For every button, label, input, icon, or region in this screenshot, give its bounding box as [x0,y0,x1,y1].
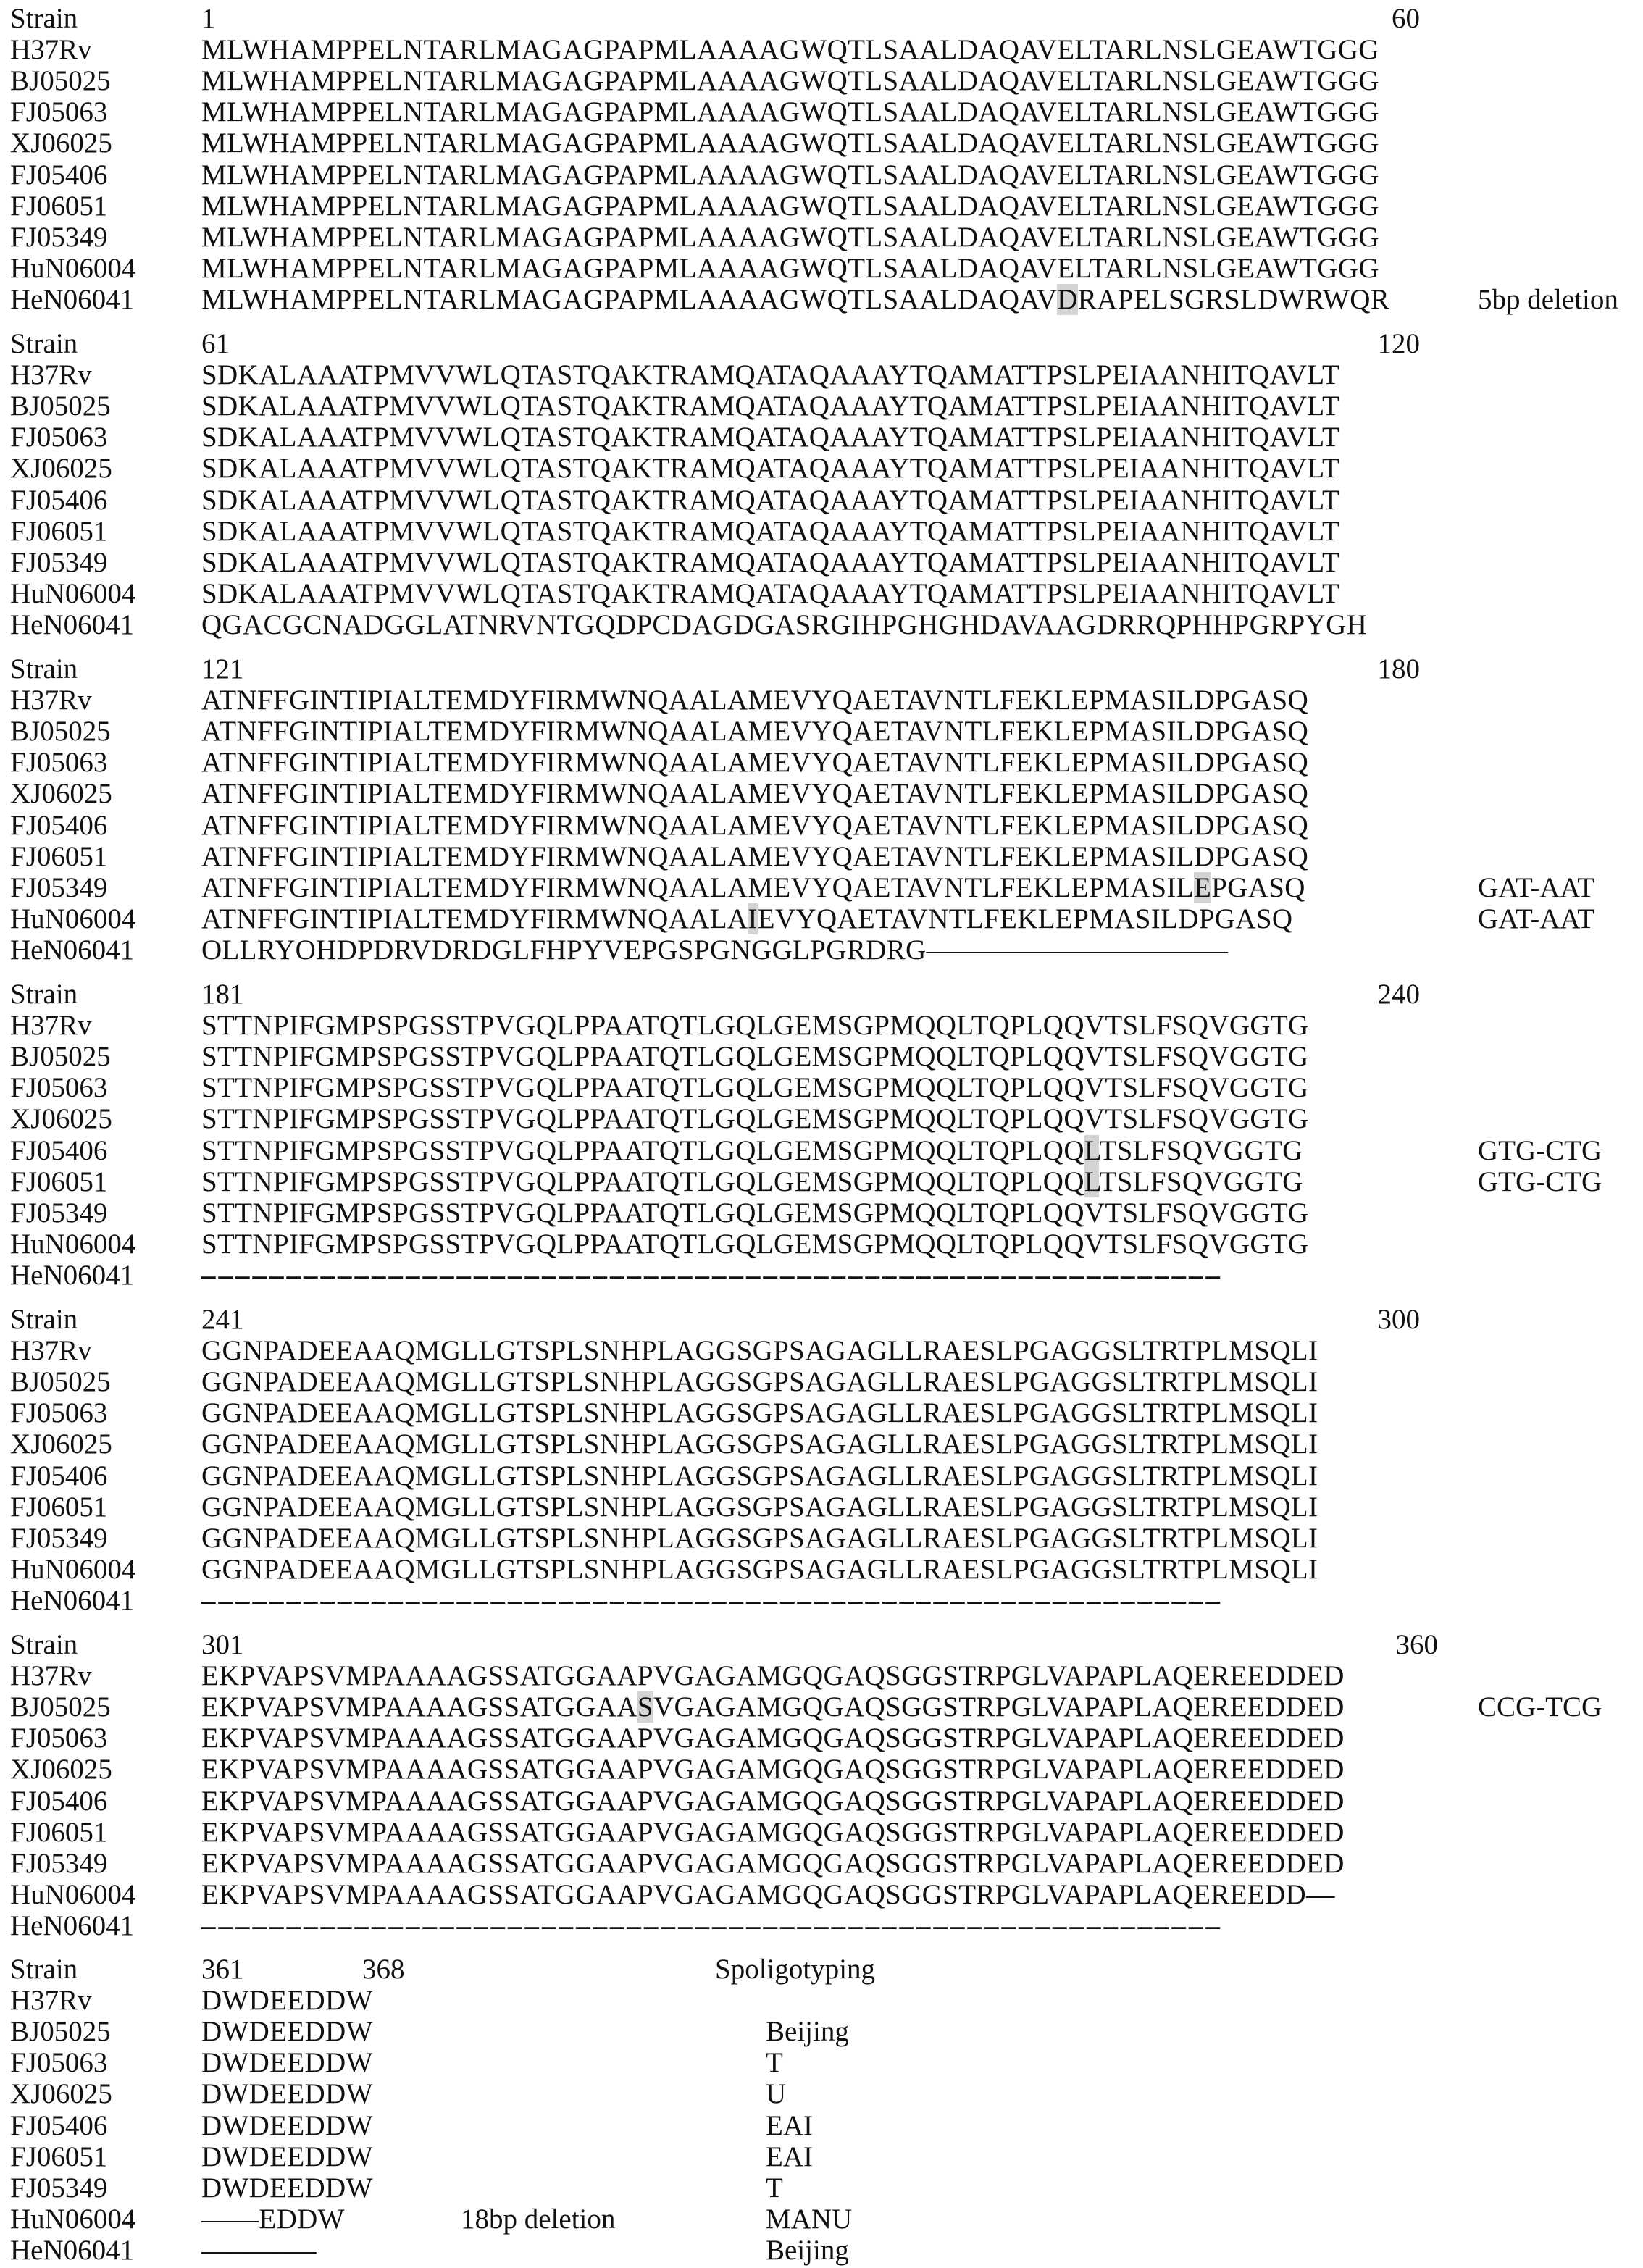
sequence [201,748,1308,777]
sequence-segment: MLWHAMPPELNTARLMAGAGPAPMLAAAAGWQTLSAALDAQAV [201,283,1058,315]
sequence: DWDEEDDW [201,2078,373,2110]
position-end: 240 [1377,979,1420,1010]
final-row [0,2236,1643,2268]
sequence [201,811,1308,840]
strain-name: XJ06025 [10,1428,112,1460]
sequence-segment: STTNPIFGMPSPGSSTPVGQLPPAATQTLGQLGEMSGPMQQLTQPLQQVTSLFSQVGGTG [201,1197,1309,1229]
sequence [201,1586,1223,1615]
strain-name: BJ05025 [10,1366,111,1398]
position-end: 360 [1395,1629,1438,1660]
alignment-row [0,579,1643,611]
alignment-row [0,1586,1643,1618]
alignment-row [0,717,1643,749]
sequence-segment: SDKALAAATPMVVWLQTASTQAKTRAMQATAQAAAYTQAMATTPSLPEIAANHITQAVLT [201,453,1340,485]
sequence-segment: EVYQAETAVNTLFEKLEPMASILDPGASQ [757,903,1293,934]
strain-name: FJ05349 [10,1847,108,1879]
strain-name: HeN06041 [10,283,135,315]
strain-header-label: Strain [10,1629,78,1660]
sequence [201,98,1379,126]
sequence-segment: –––––––––––––––––––––––––––––––––––––––––––––––––––––––––––– [201,1909,1223,1941]
sequence [201,361,1339,389]
strain-name: FJ05406 [10,1134,108,1166]
sequence-segment: STTNPIFGMPSPGSSTPVGQLPPAATQTLGQLGEMSGPMQQLTQPLQQ [201,1134,1084,1166]
position-start: 1 [201,3,216,34]
final-row [0,2205,1643,2237]
sequence [201,608,1368,640]
sequence [201,1010,1309,1042]
mutation-note: GTG-CTG [1478,1134,1602,1166]
alignment-row [0,1755,1643,1787]
final-row [0,2143,1643,2175]
spoligotype-family: EAI [766,2109,813,2141]
alignment-row [0,779,1643,811]
sequence [201,453,1340,485]
strain-name: FJ05406 [10,809,108,841]
strain-name: BJ05025 [10,1041,111,1073]
alignment-row [0,1105,1643,1137]
sequence-segment: STTNPIFGMPSPGSSTPVGQLPPAATQTLGQLGEMSGPMQQLTQPLQQ [201,1166,1084,1197]
alignment-row [0,1368,1643,1399]
strain-name: HuN06004 [10,252,136,284]
strain-name: FJ05063 [10,1397,108,1429]
strain-name: FJ06051 [10,515,108,547]
position-start: 181 [201,979,244,1010]
strain-name: FJ06051 [10,1491,108,1523]
strain-name: H37Rv [10,1985,92,2017]
alignment-row [0,454,1643,486]
strain-name: HuN06004 [10,577,136,609]
position-end: 368 [362,1954,405,1985]
sequence-segment: GGNPADEEAAQMGLLGTSPLSNHPLAGGSGPSAGAGLLRAESLPGAGGSLTRTPLMSQLI [201,1522,1318,1554]
alignment-row [0,871,1643,905]
strain-name: FJ05406 [10,1785,108,1817]
sequence: –––––––– [201,2234,317,2266]
sequence [201,1524,1318,1552]
alignment-row [0,811,1643,843]
alignment-row [0,1524,1643,1556]
sequence-segment: SDKALAAATPMVVWLQTASTQAKTRAMQATAQAAAYTQAMATTPSLPEIAANHITQAVLT [201,422,1340,453]
strain-name: FJ05406 [10,2109,108,2141]
mutation-residue: I [748,903,758,934]
sequence [201,1336,1318,1365]
sequence-segment: MLWHAMPPELNTARLMAGAGPAPMLAAAAGWQTLSAALDAQAVELTARLNSLGEAWTGGG [201,159,1379,191]
strain-name: HuN06004 [10,903,136,934]
sequence [201,285,1389,314]
sequence-segment: MLWHAMPPELNTARLMAGAGPAPMLAAAAGWQTLSAALDAQAVELTARLNSLGEAWTGGG [201,221,1379,253]
sequence: DWDEEDDW [201,1985,373,2017]
spoligotyping-header: Spoligotyping [715,1954,876,1985]
sequence [201,716,1309,748]
strain-name: H37Rv [10,1010,92,1042]
alignment-row [0,1724,1643,1756]
strain-name: FJ06051 [10,1816,108,1848]
alignment-row [0,1493,1643,1525]
sequence [201,936,1228,964]
alignment-row [0,1880,1643,1912]
alignment-row [0,1909,1643,1943]
alignment-row [0,1787,1643,1819]
alignment-row [0,35,1643,67]
alignment-row [0,748,1643,780]
sequence [201,1555,1318,1583]
sequence [201,686,1308,714]
strain-name: FJ05063 [10,422,108,453]
sequence-segment: STTNPIFGMPSPGSSTPVGQLPPAATQTLGQLGEMSGPMQQLTQPLQQVTSLFSQVGGTG [201,1010,1309,1042]
position-start: 61 [201,328,230,359]
final-row [0,2080,1643,2112]
strain-name: HeN06041 [10,1259,135,1291]
sequence-segment: MLWHAMPPELNTARLMAGAGPAPMLAAAAGWQTLSAALDAQAVELTARLNSLGEAWTGGG [201,96,1379,128]
sequence [201,1261,1223,1289]
sequence: DWDEEDDW [201,2109,373,2141]
strain-name: BJ05025 [10,65,111,97]
sequence-segment: GGNPADEEAAQMGLLGTSPLSNHPLAGGSGPSAGAGLLRAESLPGAGGSLTRTPLMSQLI [201,1366,1318,1398]
sequence [201,1134,1303,1166]
strain-header-label: Strain [10,3,78,34]
sequence [201,192,1379,220]
alignment-row [0,686,1643,718]
mutation-residue: L [1084,1134,1100,1166]
alignment-row [0,161,1643,193]
mutation-note: 5bp deletion [1478,283,1618,315]
spoligotype-family: T [766,2047,783,2079]
sequence-segment: MLWHAMPPELNTARLMAGAGPAPMLAAAAGWQTLSAALDAQAVELTARLNSLGEAWTGGG [201,127,1379,159]
alignment-row [0,223,1643,255]
strain-name: XJ06025 [10,778,112,810]
strain-name: FJ05063 [10,1723,108,1754]
alignment-row [0,98,1643,130]
strain-name: HuN06004 [10,1228,136,1260]
alignment-row [0,1074,1643,1105]
strain-name: FJ05406 [10,1460,108,1491]
sequence-segment: –––––––––––––––––––––––––––––––––––––––––––––––––––––––––––– [201,1259,1223,1291]
sequence [201,1430,1318,1458]
sequence: DWDEEDDW [201,2047,373,2079]
sequence [201,1168,1303,1196]
alignment-row [0,361,1643,393]
sequence [201,1724,1345,1752]
strain-name: FJ06051 [10,2141,108,2172]
sequence [201,1849,1345,1878]
sequence [201,842,1308,871]
sequence-segment: SDKALAAATPMVVWLQTASTQAKTRAMQATAQAAAYTQAMATTPSLPEIAANHITQAVLT [201,390,1340,422]
sequence-segment: SDKALAAATPMVVWLQTASTQAKTRAMQATAQAAAYTQAMATTPSLPEIAANHITQAVLT [201,577,1340,609]
sequence [201,392,1339,420]
final-row [0,2017,1643,2049]
strain-name: H37Rv [10,685,92,716]
sequence-segment: EKPVAPSVMPAAAAGSSATGGAAPVGAGAMGQGAQSGGSTRPGLVAPAPLAQEREEDDED [201,1660,1345,1692]
sequence [201,161,1379,189]
sequence-segment: ATNFFGINTIPIALTEMDYFIRMWNQAALAMEVYQAETAVNTLFEKLEPMASILDPGASQ [201,809,1309,841]
strain-name: HeN06041 [10,2234,135,2266]
strain-name: FJ05063 [10,96,108,128]
sequence [201,1230,1309,1258]
sequence-segment: SDKALAAATPMVVWLQTASTQAKTRAMQATAQAAAYTQAMATTPSLPEIAANHITQAVLT [201,359,1340,391]
alignment-row [0,392,1643,424]
strain-name: BJ05025 [10,716,111,748]
sequence-segment: ATNFFGINTIPIALTEMDYFIRMWNQAALAMEVYQAETAVNTLFEKLEPMASILDPGASQ [201,840,1309,872]
position-end: 300 [1377,1304,1420,1335]
sequence [201,35,1379,64]
sequence-segment: SDKALAAATPMVVWLQTASTQAKTRAMQATAQAAAYTQAMATTPSLPEIAANHITQAVLT [201,515,1340,547]
position-end: 120 [1377,328,1420,359]
sequence [201,1818,1345,1846]
alignment-row [0,486,1643,518]
sequence [201,1105,1309,1133]
position-start: 301 [201,1629,244,1660]
strain-header-label: Strain [10,1954,78,1985]
sequence [201,423,1339,451]
sequence-segment: TSLFSQVGGTG [1099,1166,1303,1197]
position-end: 180 [1377,653,1420,685]
spoligotype-family: T [766,2172,783,2204]
alignment-row [0,1462,1643,1494]
strain-name: FJ05349 [10,871,108,903]
sequence [201,1693,1345,1721]
strain-name: H37Rv [10,34,92,66]
mutation-note: GAT-AAT [1478,903,1595,934]
position-start: 361 [201,1954,244,1985]
sequence-segment: EKPVAPSVMPAAAAGSSATGGAAPVGAGAMGQGAQSGGSTRPGLVAPAPLAQEREEDD–– [201,1878,1335,1910]
sequence-segment: STTNPIFGMPSPGSSTPVGQLPPAATQTLGQLGEMSGPMQQLTQPLQQVTSLFSQVGGTG [201,1103,1309,1135]
sequence: DWDEEDDW [201,2172,373,2204]
alignment-row [0,285,1643,317]
sequence-segment: MLWHAMPPELNTARLMAGAGPAPMLAAAAGWQTLSAALDAQAVELTARLNSLGEAWTGGG [201,65,1379,97]
strain-name: XJ06025 [10,453,112,485]
strain-name: FJ05349 [10,2172,108,2204]
final-block-header [0,1955,1643,1987]
alignment-row [0,1168,1643,1200]
sequence [201,1493,1318,1521]
sequence-segment: TSLFSQVGGTG [1099,1134,1303,1166]
sequence-segment: GGNPADEEAAQMGLLGTSPLSNHPLAGGSGPSAGAGLLRAESLPGAGGSLTRTPLMSQLI [201,1335,1318,1367]
final-row [0,1986,1643,2018]
alignment-row [0,1693,1643,1725]
strain-name: H37Rv [10,359,92,391]
sequence-segment: STTNPIFGMPSPGSSTPVGQLPPAATQTLGQLGEMSGPMQQLTQPLQQVTSLFSQVGGTG [201,1041,1309,1073]
spoligotype-family: Beijing [766,2016,849,2048]
final-row [0,2049,1643,2080]
sequence-segment: VGAGAMGQGAQSGGSTRPGLVAPAPLAQEREEDDED [653,1691,1345,1723]
strain-name: HeN06041 [10,1909,135,1941]
mutation-note: GTG-CTG [1478,1166,1602,1197]
strain-header-label: Strain [10,979,78,1010]
sequence-segment: EKPVAPSVMPAAAAGSSATGGAAPVGAGAMGQGAQSGGSTRPGLVAPAPLAQEREEDDED [201,1847,1345,1879]
alignment-row [0,1818,1643,1850]
sequence-segment: SDKALAAATPMVVWLQTASTQAKTRAMQATAQAAAYTQAMATTPSLPEIAANHITQAVLT [201,546,1340,578]
alignment-row [0,608,1643,643]
alignment-row [0,1336,1643,1368]
alignment-row [0,192,1643,224]
alignment-row [0,1042,1643,1074]
strain-name: BJ05025 [10,1691,111,1723]
sequence-segment: RAPELSGRSLDWRWQR [1077,283,1390,315]
sequence-segment: OLLRYOHDPDRVDRDGLFHPYVEPGSPGNGGLPGRDRG––––––––––––––––––––– [201,934,1229,966]
mutation-residue: E [1193,871,1212,903]
strain-name: FJ05349 [10,221,108,253]
block-header [0,330,1643,361]
alignment-row [0,517,1643,549]
alignment-row [0,129,1643,161]
alignment-row [0,936,1643,968]
sequence-segment: ATNFFGINTIPIALTEMDYFIRMWNQAALAMEVYQAETAVNTLFEKLEPMASILDPGASQ [201,685,1309,716]
sequence [201,1462,1318,1490]
block-header [0,1631,1643,1662]
strain-name: FJ05349 [10,1522,108,1554]
sequence-segment: PGASQ [1211,871,1305,903]
sequence-segment: MLWHAMPPELNTARLMAGAGPAPMLAAAAGWQTLSAALDAQAVELTARLNSLGEAWTGGG [201,252,1379,284]
strain-name: HuN06004 [10,1553,136,1585]
strain-header-label: Strain [10,1304,78,1335]
sequence-segment: STTNPIFGMPSPGSSTPVGQLPPAATQTLGQLGEMSGPMQQLTQPLQQVTSLFSQVGGTG [201,1228,1309,1260]
strain-name: FJ05063 [10,1072,108,1104]
strain-name: FJ06051 [10,840,108,872]
position-end: 60 [1392,3,1420,34]
sequence [201,1754,1345,1786]
alignment-row [0,1011,1643,1043]
strain-name: H37Rv [10,1660,92,1692]
block-header [0,4,1643,36]
sequence-segment: EKPVAPSVMPAAAAGSSATGGAAPVGAGAMGQGAQSGGSTRPGLVAPAPLAQEREEDDED [201,1785,1345,1817]
strain-name: FJ05406 [10,159,108,191]
strain-name: FJ06051 [10,1166,108,1197]
sequence [201,905,1292,933]
sequence-segment: ATNFFGINTIPIALTEMDYFIRMWNQAALA [201,903,748,934]
strain-name: FJ06051 [10,190,108,222]
sequence [201,1662,1345,1690]
sequence-segment: EKPVAPSVMPAAAAGSSATGGAAPVGAGAMGQGAQSGGSTRPGLVAPAPLAQEREEDDED [201,1754,1345,1786]
sequence [201,223,1379,251]
sequence-segment: EKPVAPSVMPAAAAGSSATGGAAPVGAGAMGQGAQSGGSTRPGLVAPAPLAQEREEDDED [201,1723,1345,1754]
sequence: DWDEEDDW [201,2141,373,2172]
mutation-residue: S [637,1691,653,1723]
alignment-row [0,905,1643,937]
sequence-segment: –––––––––––––––––––––––––––––––––––––––––––––––––––––––––––– [201,1584,1223,1616]
alignment-row [0,1555,1643,1587]
strain-name: XJ06025 [10,127,112,159]
sequence [201,1399,1318,1427]
strain-name: FJ05349 [10,546,108,578]
deletion-note: 18bp deletion [461,2203,616,2235]
sequence [201,517,1339,545]
alignment-row [0,1662,1643,1694]
mutation-note: GAT-AAT [1478,871,1595,903]
sequence [201,129,1379,157]
final-row [0,2109,1643,2143]
mutation-residue: D [1057,283,1078,315]
alignment-row [0,1430,1643,1462]
strain-name: H37Rv [10,1335,92,1367]
alignment-row [0,254,1643,286]
sequence [201,548,1339,577]
alignment-row [0,1261,1643,1293]
sequence-segment: MLWHAMPPELNTARLMAGAGPAPMLAAAAGWQTLSAALDAQAVELTARLNSLGEAWTGGG [201,190,1379,222]
mutation-residue: L [1084,1166,1100,1197]
sequence [201,1880,1335,1909]
strain-name: XJ06025 [10,2078,112,2110]
alignment-row [0,423,1643,455]
position-start: 241 [201,1304,244,1335]
strain-name: FJ05406 [10,484,108,516]
spoligotype-family: Beijing [766,2234,849,2266]
strain-name: HuN06004 [10,2203,136,2235]
strain-name: HeN06041 [10,934,135,966]
strain-name: XJ06025 [10,1754,112,1786]
sequence [201,579,1339,608]
alignment-row [0,842,1643,874]
alignment-row [0,548,1643,580]
sequence-segment: SDKALAAATPMVVWLQTASTQAKTRAMQATAQAAAYTQAMATTPSLPEIAANHITQAVLT [201,484,1340,516]
mutation-note: CCG-TCG [1478,1691,1602,1723]
block-header [0,655,1643,687]
sequence [201,1787,1345,1815]
sequence [201,1042,1309,1071]
sequence: DWDEEDDW [201,2016,373,2048]
sequence-segment: GGNPADEEAAQMGLLGTSPLSNHPLAGGSGPSAGAGLLRAESLPGAGGSLTRTPLMSQLI [201,1428,1318,1460]
strain-name: FJ05063 [10,747,108,779]
sequence [201,1909,1223,1941]
strain-name: BJ05025 [10,2016,111,2048]
sequence [201,1199,1309,1227]
sequence [201,871,1305,903]
final-row [0,2174,1643,2206]
sequence-segment: ATNFFGINTIPIALTEMDYFIRMWNQAALAMEVYQAETAVNTLFEKLEPMASILDPGASQ [201,716,1309,748]
sequence-segment: GGNPADEEAAQMGLLGTSPLSNHPLAGGSGPSAGAGLLRAESLPGAGGSLTRTPLMSQLI [201,1553,1318,1585]
sequence-segment: GGNPADEEAAQMGLLGTSPLSNHPLAGGSGPSAGAGLLRAESLPGAGGSLTRTPLMSQLI [201,1397,1318,1429]
sequence-segment: EKPVAPSVMPAAAAGSSATGGAAPVGAGAMGQGAQSGGSTRPGLVAPAPLAQEREEDDED [201,1816,1345,1848]
position-start: 121 [201,653,244,685]
sequence-segment: MLWHAMPPELNTARLMAGAGPAPMLAAAAGWQTLSAALDAQAVELTARLNSLGEAWTGGG [201,34,1379,66]
strain-name: FJ05063 [10,2047,108,2079]
sequence [201,67,1379,95]
alignment-row [0,67,1643,99]
strain-name: HuN06004 [10,1878,136,1910]
sequence-segment: ATNFFGINTIPIALTEMDYFIRMWNQAALAMEVYQAETAVNTLFEKLEPMASIL [201,871,1194,903]
sequence-segment: QGACGCNADGGLATNRVNTGQDPCDAGDGASRGIHPGHGHDAVAAGDRRQPHHPGRPYGH [201,608,1368,640]
sequence-segment: GGNPADEEAAQMGLLGTSPLSNHPLAGGSGPSAGAGLLRAESLPGAGGSLTRTPLMSQLI [201,1460,1318,1491]
strain-name: HeN06041 [10,1584,135,1616]
alignment-row [0,1230,1643,1262]
spoligotype-family: U [766,2078,787,2110]
sequence: ––––EDDW [201,2203,345,2235]
strain-name: FJ05349 [10,1197,108,1229]
block-header [0,980,1643,1012]
alignment-row [0,1134,1643,1168]
alignment-row [0,1399,1643,1431]
sequence-segment: ATNFFGINTIPIALTEMDYFIRMWNQAALAMEVYQAETAVNTLFEKLEPMASILDPGASQ [201,778,1309,810]
sequence-segment: GGNPADEEAAQMGLLGTSPLSNHPLAGGSGPSAGAGLLRAESLPGAGGSLTRTPLMSQLI [201,1491,1318,1523]
sequence-segment: ATNFFGINTIPIALTEMDYFIRMWNQAALAMEVYQAETAVNTLFEKLEPMASILDPGASQ [201,747,1309,779]
strain-header-label: Strain [10,653,78,685]
alignment-row [0,1849,1643,1881]
block-header [0,1305,1643,1337]
strain-name: XJ06025 [10,1103,112,1135]
sequence [201,779,1308,808]
sequence [201,1074,1309,1102]
sequence [201,254,1379,283]
spoligotype-family: EAI [766,2141,813,2172]
sequence [201,1368,1318,1396]
strain-header-label: Strain [10,328,78,359]
sequence [201,486,1339,514]
spoligotype-family: MANU [766,2203,853,2235]
alignment-row [0,1199,1643,1231]
strain-name: BJ05025 [10,390,111,422]
sequence-segment: EKPVAPSVMPAAAAGSSATGGAA [201,1691,637,1723]
strain-name: HeN06041 [10,608,135,640]
sequence-segment: STTNPIFGMPSPGSSTPVGQLPPAATQTLGQLGEMSGPMQQLTQPLQQVTSLFSQVGGTG [201,1072,1309,1104]
